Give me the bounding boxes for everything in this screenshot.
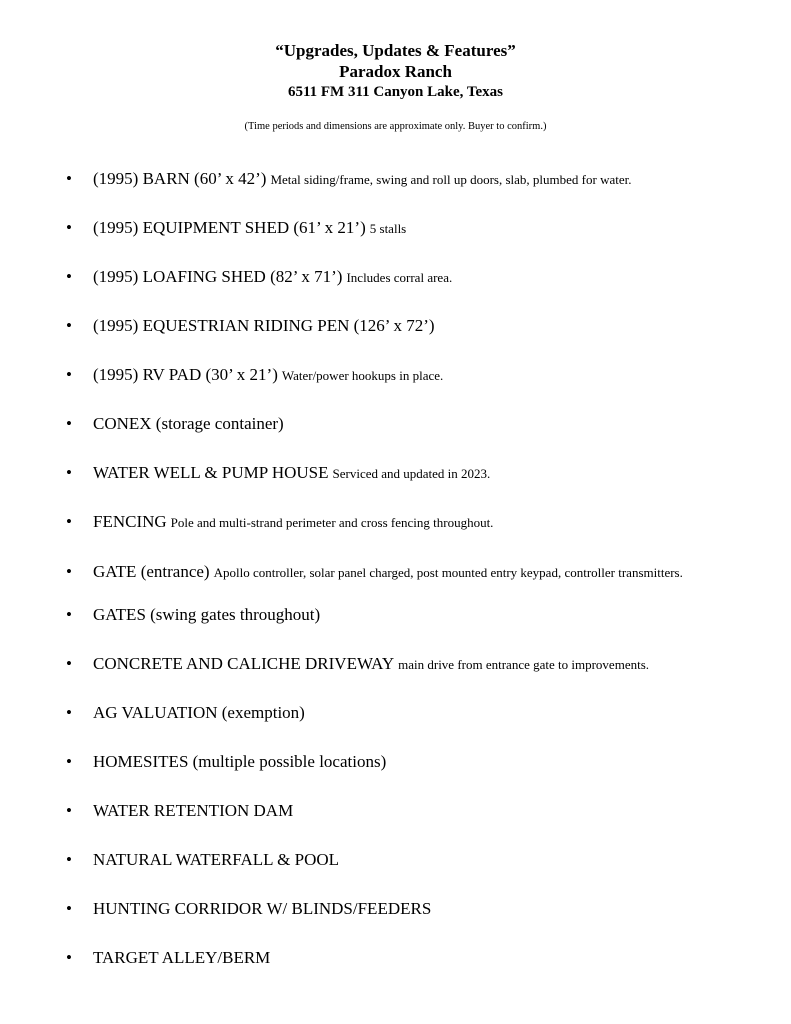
item-detail: Serviced and updated in 2023. [332, 466, 491, 481]
bullet-icon: • [66, 218, 72, 237]
item-title: (1995) LOAFING SHED (82’ x 71’) [93, 267, 343, 286]
item-detail: Apollo controller, solar panel charged, post mounted entry keypad, controller transmitters. [213, 565, 683, 580]
list-item [66, 266, 781, 289]
list-item [66, 604, 781, 627]
item-detail: main drive from entrance gate to improvements. [398, 657, 650, 672]
item-detail: 5 stalls [369, 221, 407, 236]
item-title: CONEX (storage container) [93, 414, 284, 433]
list-item [66, 653, 781, 676]
list-item [66, 898, 781, 921]
list-item [66, 462, 781, 485]
bullet-icon: • [66, 365, 72, 384]
item-detail: Includes corral area. [346, 270, 453, 285]
item-title: GATE (entrance) [93, 562, 210, 581]
bullet-icon: • [66, 850, 72, 869]
list-item [66, 751, 781, 774]
item-title: (1995) EQUIPMENT SHED (61’ x 21’) [93, 218, 366, 237]
ranch-address: 6511 FM 311 Canyon Lake, Texas [287, 84, 504, 100]
bullet-icon: • [66, 316, 72, 335]
bullet-icon: • [66, 948, 72, 967]
bullet-icon: • [66, 414, 72, 433]
bullet-icon: • [66, 752, 72, 771]
item-title: (1995) EQUESTRIAN RIDING PEN (126’ x 72’) [93, 316, 435, 335]
list-item [66, 217, 781, 240]
item-title: FENCING [93, 512, 167, 531]
list-item [66, 315, 781, 338]
item-title: CONCRETE AND CALICHE DRIVEWAY [93, 654, 395, 673]
list-item [66, 511, 781, 534]
item-title: WATER WELL & PUMP HOUSE [93, 463, 329, 482]
item-title: (1995) BARN (60’ x 42’) [93, 169, 267, 188]
list-item [66, 364, 781, 387]
bullet-icon: • [66, 801, 72, 820]
bullet-icon: • [66, 899, 72, 918]
item-title: HUNTING CORRIDOR W/ BLINDS/FEEDERS [93, 899, 432, 918]
bullet-icon: • [66, 654, 72, 673]
item-detail: Pole and multi-strand perimeter and cross fencing throughout. [170, 515, 494, 530]
list-item [66, 561, 781, 584]
bullet-icon: • [66, 605, 72, 624]
bullet-icon: • [66, 562, 72, 581]
bullet-icon: • [66, 267, 72, 286]
list-item [66, 800, 781, 823]
disclaimer-note: (Time periods and dimensions are approximate only. Buyer to confirm.) [244, 121, 547, 132]
item-detail: Water/power hookups in place. [281, 368, 444, 383]
item-title: (1995) RV PAD (30’ x 21’) [93, 365, 278, 384]
item-title: AG VALUATION (exemption) [93, 703, 305, 722]
ranch-name: Paradox Ranch [339, 62, 452, 81]
bullet-icon: • [66, 463, 72, 482]
item-title: GATES (swing gates throughout) [93, 605, 321, 624]
item-title: TARGET ALLEY/BERM [93, 948, 271, 967]
list-item [66, 947, 781, 970]
item-detail: Metal siding/frame, swing and roll up doors, slab, plumbed for water. [270, 172, 632, 187]
list-item [66, 702, 781, 725]
list-item [66, 168, 781, 191]
item-title: NATURAL WATERFALL & POOL [93, 850, 340, 869]
document-header [0, 40, 791, 102]
bullet-icon: • [66, 169, 72, 188]
bullet-icon: • [66, 703, 72, 722]
bullet-icon: • [66, 512, 72, 531]
list-item [66, 849, 781, 872]
item-title: WATER RETENTION DAM [93, 801, 294, 820]
item-title: HOMESITES (multiple possible locations) [93, 752, 387, 771]
document-title: “Upgrades, Updates & Features” [275, 41, 516, 60]
list-item [66, 413, 781, 436]
